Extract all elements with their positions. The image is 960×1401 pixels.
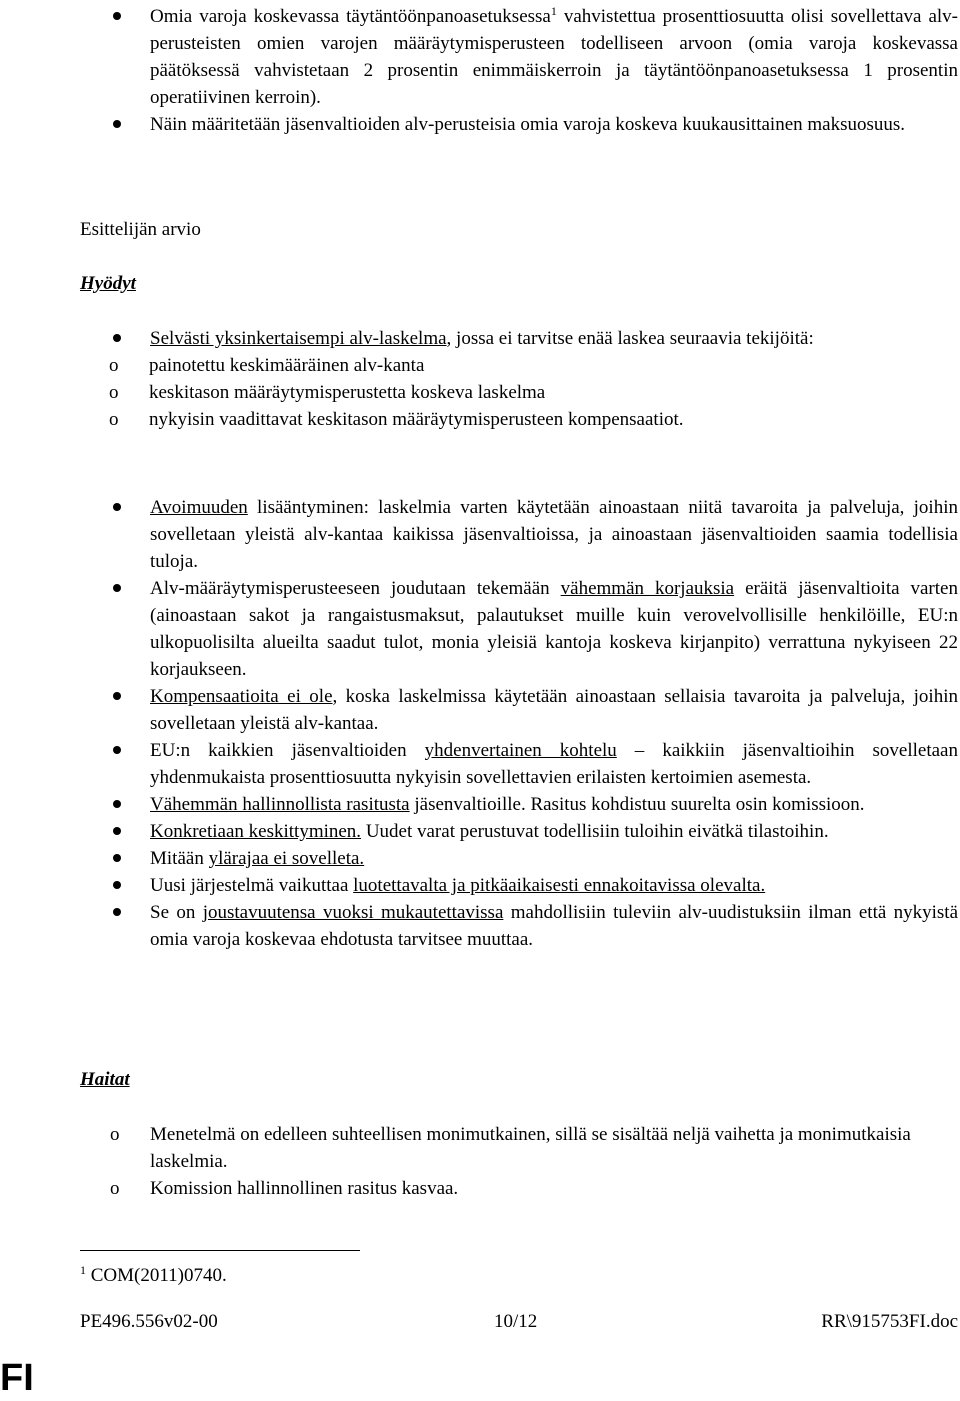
page-footer xyxy=(80,1308,958,1335)
file-name: RR\915753FI.doc xyxy=(821,1311,958,1332)
benefits-heading: Hyödyt xyxy=(80,273,136,294)
document-reference: PE496.556v02-00 xyxy=(80,1311,218,1332)
list-item: Kompensaatioita ei ole, koska laskelmissa käytetään ainoastaan sellaisia tavaroita ja palveluja, joihin sovelletaan yleistä alv-kantaa. xyxy=(108,683,958,737)
list-item: Mitään ylärajaa ei sovelleta. xyxy=(108,845,958,872)
section-title: Esittelijän arvio xyxy=(80,219,201,240)
benefits-first-list xyxy=(108,325,958,433)
sub-list xyxy=(109,352,958,433)
page-number: 10/12 xyxy=(494,1311,538,1332)
footnote-reference[interactable]: 1 xyxy=(550,4,557,18)
footnote-number: 1 xyxy=(80,1263,86,1277)
footnote-text: COM(2011)0740. xyxy=(86,1265,227,1286)
list-item: Se on joustavuutensa vuoksi mukautettavissa mahdollisiin tuleviin alv-uudistuksiin ilman että nykyistä omia varoja koskevaa ehdotusta tarvitsee muuttaa. xyxy=(108,899,958,953)
drawbacks-list xyxy=(110,1121,958,1202)
list-item: Alv-määräytymisperusteeseen joudutaan tekemään vähemmän korjauksia eräitä jäsenvaltioita varten (ainoastaan sakot ja rangaistusmaksut, palautukset muille kuin verovelvollisille henkilöille, EU:n ulkopuolisilta alueilta saadut tulot, monia yleisiä kantoja koskeva kirjanpito) verrattuna nykyiseen 22 korjaukseen. xyxy=(108,575,958,683)
list-item: EU:n kaikkien jäsenvaltioiden yhdenvertainen kohtelu – kaikkiin jäsenvaltioihin sovelletaan yhdenmukaista prosenttiosuutta nykyisin sovellettavien erilaisten kertoimien asemesta. xyxy=(108,737,958,791)
footnote xyxy=(80,1262,227,1289)
sub-list-item: o painotettu keskimääräinen alv-kanta xyxy=(109,352,958,379)
benefits-list xyxy=(108,494,958,953)
language-code: FI xyxy=(0,1357,34,1399)
drawbacks-heading: Haitat xyxy=(80,1069,130,1090)
list-item: Avoimuuden lisääntyminen: laskelmia varten käytetään ainoastaan niitä tavaroita ja palveluja, joihin sovelletaan yleistä alv-kantaa kaikissa jäsenvaltioissa, ja ainoastaan jäsenvaltioiden saamia todellisia tuloja. xyxy=(108,494,958,575)
footnote-separator xyxy=(80,1250,360,1251)
intro-bullet-list xyxy=(108,3,958,138)
list-item: o Komission hallinnollinen rasitus kasvaa. xyxy=(110,1175,958,1202)
list-item: Omia varoja koskevassa täytäntöönpanoasetuksessa$^1$ vahvistettua prosenttiosuutta olisi sovellettava alv-perusteisten omien varojen määräytymisperusteen todelliseen arvoon (omia varoja koskevassa päätöksessä vahvistetaan 2 prosentin enimmäiskerroin ja täytäntöönpanoasetuksessa 1 prosentin operatiivinen kerroin). xyxy=(108,3,958,111)
sub-list-item: o nykyisin vaadittavat keskitason määräytymisperusteen kompensaatiot. xyxy=(109,406,958,433)
list-item: Vähemmän hallinnollista rasitusta jäsenvaltioille. Rasitus kohdistuu suurelta osin komissioon. xyxy=(108,791,958,818)
list-item: Näin määritetään jäsenvaltioiden alv-perusteisia omia varoja koskeva kuukausittainen maksuosuus. xyxy=(108,111,958,138)
sub-list-item: o keskitason määräytymisperustetta koskeva laskelma xyxy=(109,379,958,406)
list-item: Selvästi yksinkertaisempi alv-laskelma, jossa ei tarvitse enää laskea seuraavia tekijöitä: o painotettu keskimääräinen alv-kanta o keskitason määräytymisperustetta koskeva laskelma o nykyisin vaadittavat keskitason määräytymisperusteen kompensaatiot. xyxy=(108,325,958,433)
list-item: Uusi järjestelmä vaikuttaa luotettavalta ja pitkäaikaisesti ennakoitavissa olevalta. xyxy=(108,872,958,899)
list-item: Konkretiaan keskittyminen. Uudet varat perustuvat todellisiin tuloihin eivätkä tilastoihin. xyxy=(108,818,958,845)
list-item: o Menetelmä on edelleen suhteellisen monimutkainen, sillä se sisältää neljä vaihetta ja monimutkaisia laskelmia. xyxy=(110,1121,958,1175)
